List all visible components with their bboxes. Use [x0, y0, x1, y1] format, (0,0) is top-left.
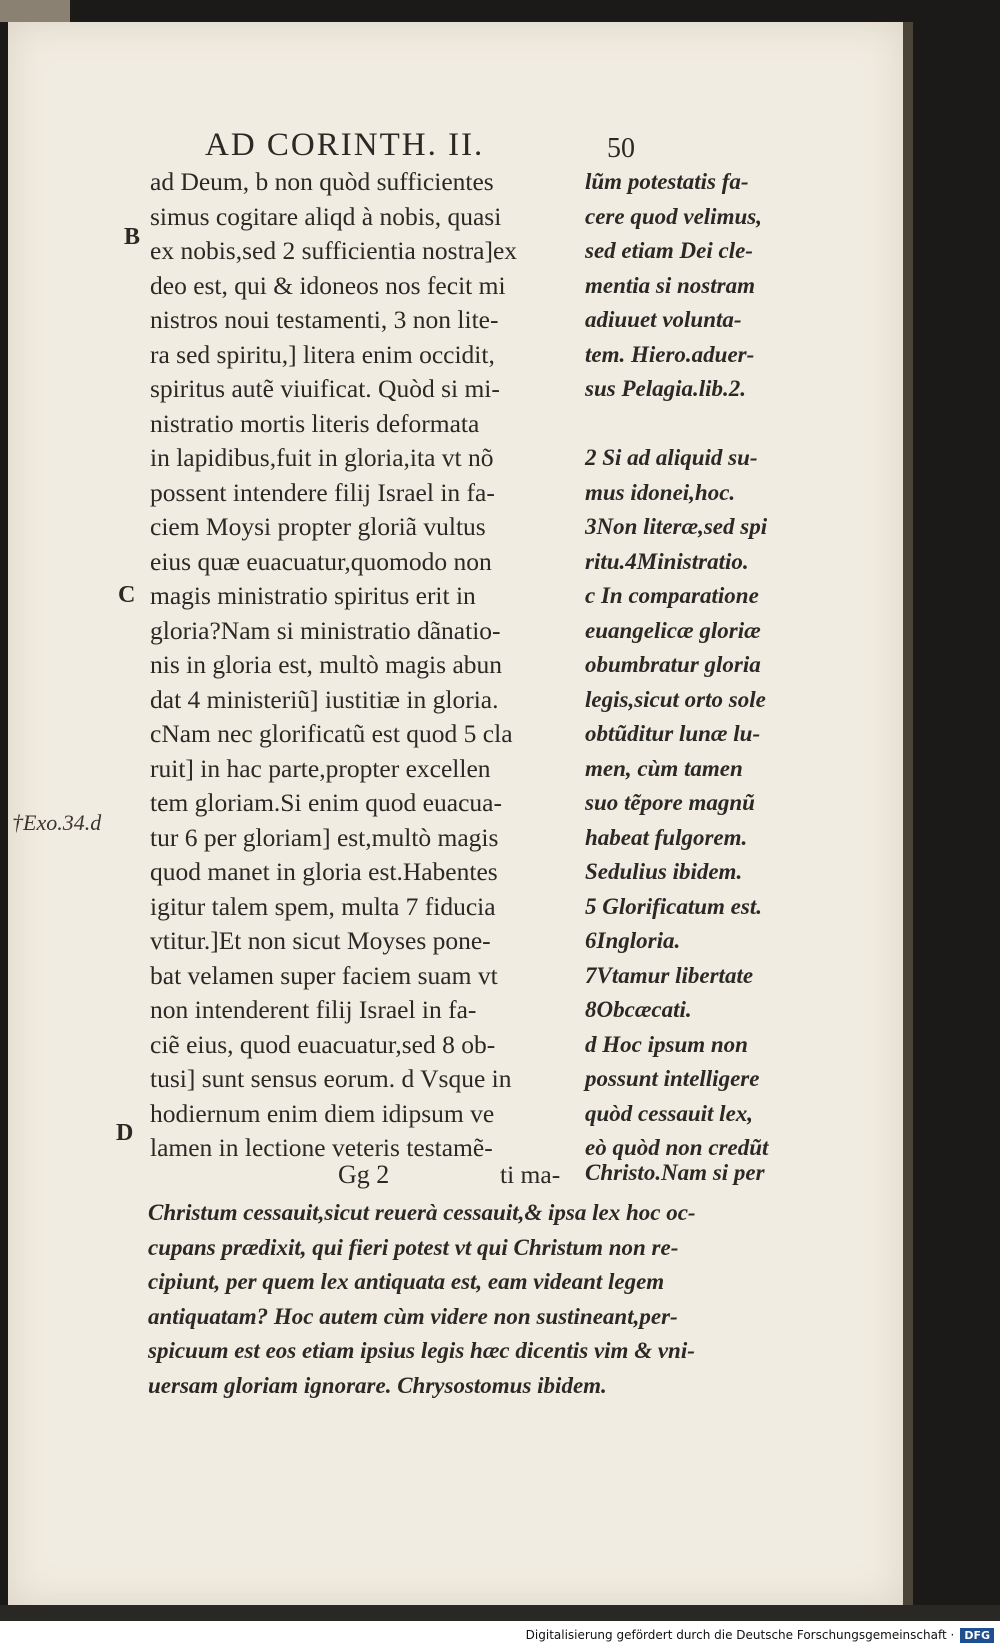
margin-note-line: quòd cessauit lex,	[585, 1100, 754, 1126]
signature-mark: Gg 2	[338, 1160, 390, 1189]
margin-note-line: sus Pelagia.lib.2.	[585, 376, 747, 401]
main-text-line: in lapidibus,fuit in gloria,ita vt nõ	[150, 443, 494, 472]
main-text-line: cNam nec glorificatũ est quod 5 cla	[150, 719, 513, 748]
margin-note-line: 2 Si ad aliquid su-	[585, 445, 758, 470]
main-text-line: magis ministratio spiritus erit in	[150, 581, 476, 610]
margin-note-line: cere quod velimus,	[585, 203, 762, 229]
funding-footer	[0, 1621, 1000, 1649]
margin-note-line: tem. Hiero.aduer-	[585, 341, 755, 367]
main-text-line: eius quæ euacuatur,quomodo non	[150, 546, 492, 576]
commentary-line: spicuum est eos etiam ipsius legis hæc dicentis vim & vni-	[148, 1338, 695, 1363]
main-text-line: lamen in lectione veteris testamẽ-	[150, 1133, 493, 1162]
bottom-commentary	[148, 1196, 808, 1403]
section-letter-d: D	[116, 1120, 134, 1146]
margin-note-line: legis,sicut orto sole	[585, 686, 766, 712]
section-letter-b: B	[124, 224, 141, 250]
main-text-line-catchword: ti ma-	[500, 1160, 561, 1189]
main-text-line: hodiernum enim diem idipsum ve	[150, 1098, 495, 1128]
margin-note-line: obtũditur lunæ lu-	[585, 721, 761, 746]
main-text-line: gloria?Nam si ministratio dãnatio-	[150, 615, 501, 645]
main-text-line: tur 6 per gloriam] est,multò magis	[150, 822, 499, 852]
running-head: AD CORINTH. II.	[205, 127, 485, 163]
main-text-line: dat 4 ministeriũ] iustitiæ in gloria.	[150, 684, 499, 714]
main-text-line: nis in gloria est, multò magis abun	[150, 650, 503, 679]
commentary-line: cupans prædixit, qui fieri potest vt qui Christum non re-	[148, 1234, 679, 1260]
margin-note-line: possunt intelligere	[585, 1066, 760, 1091]
main-text-column	[150, 165, 580, 1166]
main-text-line: simus cogitare aliqd à nobis, quasi	[150, 201, 502, 231]
folio-number: 50	[607, 133, 635, 164]
margin-note-line: c In comparatione	[585, 583, 759, 608]
main-text-line: possent intendere filij Israel in fa-	[150, 477, 495, 507]
margin-note-line: 5 Glorificatum est.	[585, 893, 762, 919]
main-text-line: ciẽ eius, quod euacuatur,sed 8 ob-	[150, 1029, 496, 1059]
section-letter-c: C	[118, 582, 136, 608]
main-text-line: igitur talem spem, multa 7 fiducia	[150, 891, 496, 921]
commentary-line: antiquatam? Hoc autem cùm videre non sustineant,per-	[148, 1303, 678, 1329]
commentary-line: Christum cessauit,sicut reuerà cessauit,& ipsa lex hoc oc-	[148, 1200, 696, 1225]
commentary-line: uersam gloriam ignorare. Chrysostomus ibidem.	[148, 1372, 607, 1398]
main-text-line: ad Deum, b non quòd sufficientes	[150, 167, 494, 196]
margin-note-line	[585, 407, 810, 442]
margin-note-line: suo tẽpore magnũ	[585, 790, 755, 815]
margin-note-line: lũm potestatis fa-	[585, 169, 749, 194]
main-text-line: ciem Moysi propter gloriã vultus	[150, 512, 486, 541]
margin-note-line: eò quòd non credũt	[585, 1135, 769, 1160]
main-text-line: ex nobis,sed 2 sufficientia nostra]ex	[150, 236, 518, 265]
margin-note-line: Sedulius ibidem.	[585, 859, 743, 884]
main-text-line: vtitur.]Et non sicut Moyses pone-	[150, 926, 491, 955]
handwritten-annotation: †Exo.34.d	[12, 810, 102, 835]
margin-note-line: mus idonei,hoc.	[585, 479, 736, 505]
main-text-line: quod manet in gloria est.Habentes	[150, 857, 498, 886]
main-text-line: spiritus autẽ viuificat. Quòd si mi-	[150, 374, 500, 403]
margin-note-line: 6Ingloria.	[585, 928, 681, 953]
margin-note-line: ritu.4Ministratio.	[585, 548, 749, 574]
margin-note-line: adiuuet volunta-	[585, 307, 742, 332]
page-edge-shadow	[903, 22, 913, 1605]
margin-note-line: 7Vtamur libertate	[585, 962, 754, 988]
margin-note-line: mentia si nostram	[585, 272, 755, 298]
margin-note-line: d Hoc ipsum non	[585, 1031, 748, 1057]
margin-note-line: habeat fulgorem.	[585, 824, 748, 850]
margin-note-line: 8Obcæcati.	[585, 997, 692, 1022]
margin-note-line: obumbratur gloria	[585, 652, 761, 677]
margin-note-line: 3Non literæ,sed spi	[585, 514, 768, 539]
margin-note-line: men, cùm tamen	[585, 755, 743, 781]
main-text-line: nistratio mortis literis deformata	[150, 408, 480, 438]
main-text-line: ruit] in hac parte,propter excellen	[150, 753, 491, 783]
main-text-line: non intenderent filij Israel in fa-	[150, 995, 477, 1024]
margin-notes-column	[585, 165, 810, 1166]
book-edge	[0, 0, 70, 22]
main-text-line: tusi] sunt sensus eorum. d Vsque in	[150, 1064, 512, 1093]
main-text-line: tem gloriam.Si enim quod euacua-	[150, 788, 502, 817]
main-text-line: deo est, qui & idoneos nos fecit mi	[150, 270, 506, 300]
commentary-line: cipiunt, per quem lex antiquata est, eam videant legem	[148, 1269, 665, 1294]
margin-note-line-last: Christo.Nam si per	[585, 1160, 765, 1185]
main-text-line: bat velamen super faciem suam vt	[150, 960, 498, 990]
margin-note-line: euangelicæ gloriæ	[585, 617, 761, 643]
scan-bottom-edge	[0, 1605, 1000, 1621]
main-text-line: nistros noui testamenti, 3 non lite-	[150, 305, 499, 334]
main-text-line: ra sed spiritu,] litera enim occidit,	[150, 339, 495, 369]
margin-note-line: sed etiam Dei cle-	[585, 238, 753, 263]
dfg-logo: DFG	[960, 1628, 994, 1643]
footer-text: Digitalisierung gefördert durch die Deutsche Forschungsgemeinschaft ·	[525, 1628, 955, 1642]
